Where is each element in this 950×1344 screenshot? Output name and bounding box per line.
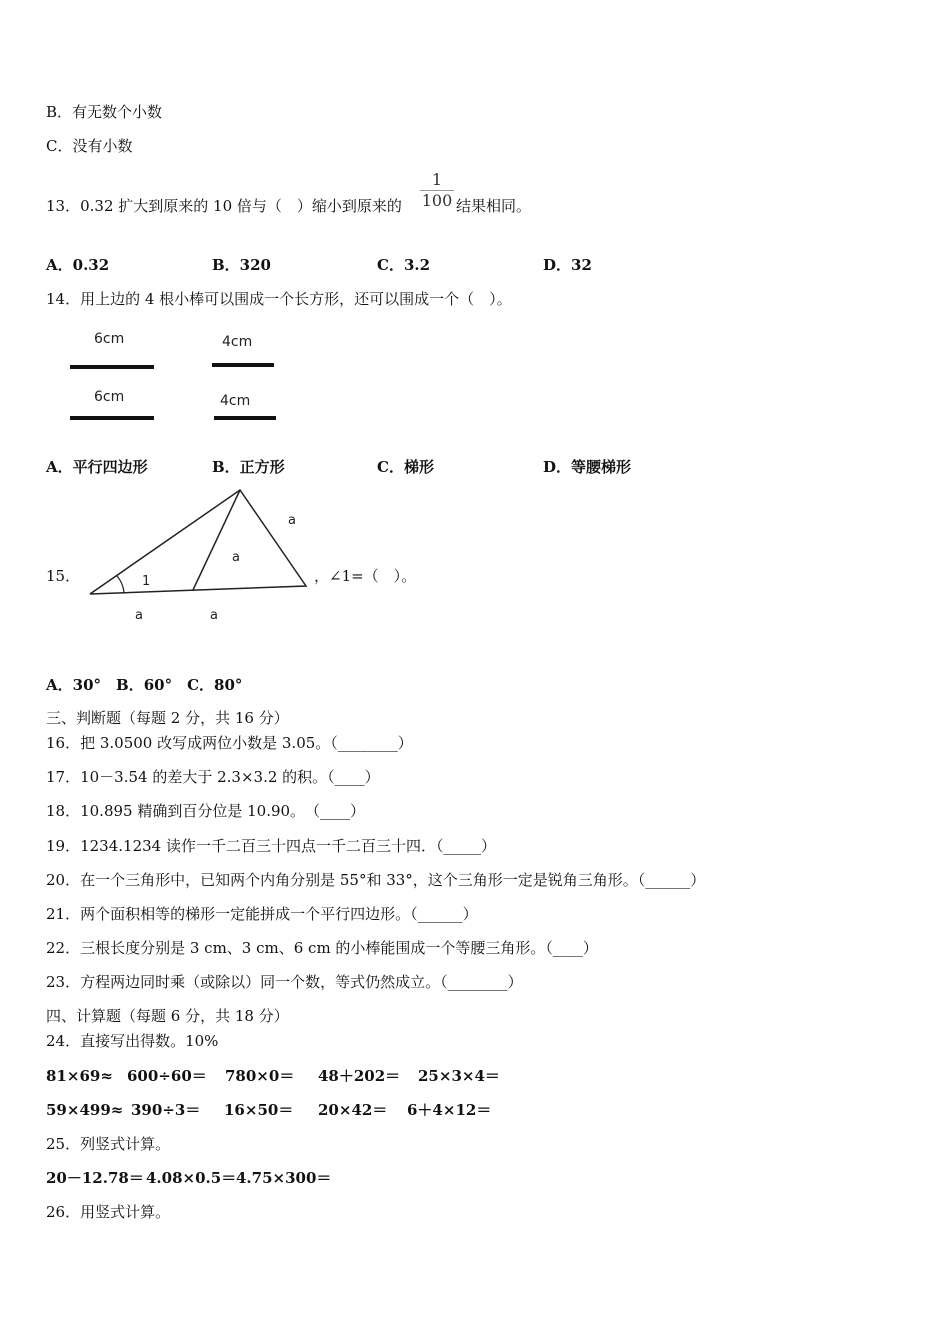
judgement-item-16: 16．把 3.0500 改写成两位小数是 3.05。（________） <box>46 734 413 752</box>
q12-option-b: B．有无数个小数 <box>46 103 163 121</box>
q14-option-a: A．平行四边形 <box>46 458 148 476</box>
q25-prompt: 25．列竖式计算。 <box>46 1135 171 1153</box>
angle-arc <box>117 576 124 592</box>
calc-item: 390÷3＝ <box>131 1101 201 1119</box>
fraction-numerator: 1 <box>431 170 443 189</box>
vertical-calc-item: 20－12.78＝ <box>46 1169 144 1187</box>
vertical-calc-item: 4.08×0.5＝ <box>146 1169 237 1187</box>
judgement-item-20: 20．在一个三角形中，已知两个内角分别是 55°和 33°，这个三角形一定是锐角三角形。（______） <box>46 871 706 889</box>
stick-label: 6cm <box>94 389 125 405</box>
q24-prompt: 24．直接写出得数。10% <box>46 1032 219 1050</box>
section4-title: 四、计算题（每题 6 分，共 18 分） <box>46 1007 289 1025</box>
section3-title: 三、判断题（每题 2 分，共 16 分） <box>46 709 289 727</box>
angle-1-label: 1 <box>142 574 151 589</box>
q13-option-a: A．0.32 <box>46 256 110 274</box>
stick-label: 6cm <box>94 331 125 347</box>
calc-item: 81×69≈ <box>46 1067 113 1085</box>
calc-item: 25×3×4＝ <box>418 1067 500 1085</box>
q15-triangle-figure <box>80 480 320 630</box>
judgement-item-21: 21．两个面积相等的梯形一定能拼成一个平行四边形。（______） <box>46 905 478 923</box>
q14-option-d: D．等腰梯形 <box>543 458 632 476</box>
q26-prompt: 26．用竖式计算。 <box>46 1203 171 1221</box>
stick-label: 4cm <box>222 334 253 350</box>
judgement-item-17: 17．10－3.54 的差大于 2.3×3.2 的积。（____） <box>46 768 380 786</box>
q14-option-b: B．正方形 <box>212 458 285 476</box>
fraction-denominator: 100 <box>421 191 453 210</box>
side-a-label: a <box>210 608 218 623</box>
calc-item: 600÷60＝ <box>127 1067 207 1085</box>
q12-option-c: C．没有小数 <box>46 137 133 155</box>
stick <box>214 416 276 420</box>
calc-item: 20×42＝ <box>318 1101 388 1119</box>
calc-item: 59×499≈ <box>46 1101 124 1119</box>
calc-item: 780×0＝ <box>225 1067 295 1085</box>
q13-prefix: 13．0.32 扩大到原来的 10 倍与（ ）缩小到原来的 <box>46 197 402 215</box>
judgement-item-22: 22．三根长度分别是 3 cm、3 cm、6 cm 的小棒能围成一个等腰三角形。（____） <box>46 939 598 957</box>
judgement-item-23: 23．方程两边同时乘（或除以）同一个数，等式仍然成立。（________） <box>46 973 523 991</box>
q13-option-c: C．3.2 <box>377 256 431 274</box>
vertical-calc-item: 4.75×300＝ <box>236 1169 332 1187</box>
stick <box>70 365 154 369</box>
q15-suffix: ，∠1=（ ）。 <box>314 567 417 585</box>
stick <box>70 416 154 420</box>
stick <box>212 363 274 367</box>
calc-item: 16×50＝ <box>224 1101 294 1119</box>
side-a-label: a <box>135 608 143 623</box>
calc-item: 6＋4×12＝ <box>407 1101 492 1119</box>
q14-question: 14．用上边的 4 根小棒可以围成一个长方形，还可以围成一个（ ）。 <box>46 290 512 308</box>
judgement-item-19: 19．1234.1234 读作一千二百三十四点一千二百三十四．（_____） <box>46 837 496 855</box>
q15-number: 15． <box>46 567 81 585</box>
stick-label: 4cm <box>220 393 251 409</box>
q13-option-b: B．320 <box>212 256 271 274</box>
q13-fraction <box>420 170 454 211</box>
q13-suffix: 结果相同。 <box>456 197 532 215</box>
side-a-label: a <box>232 550 240 565</box>
q13-option-d: D．32 <box>543 256 592 274</box>
q14-option-c: C．梯形 <box>377 458 434 476</box>
inner-segment <box>193 490 240 590</box>
judgement-item-18: 18．10.895 精确到百分位是 10.90。 （____） <box>46 802 366 820</box>
q15-options: A．30° B．60° C．80° <box>46 676 243 694</box>
side-a-label: a <box>288 513 296 528</box>
calc-item: 48＋202＝ <box>318 1067 401 1085</box>
